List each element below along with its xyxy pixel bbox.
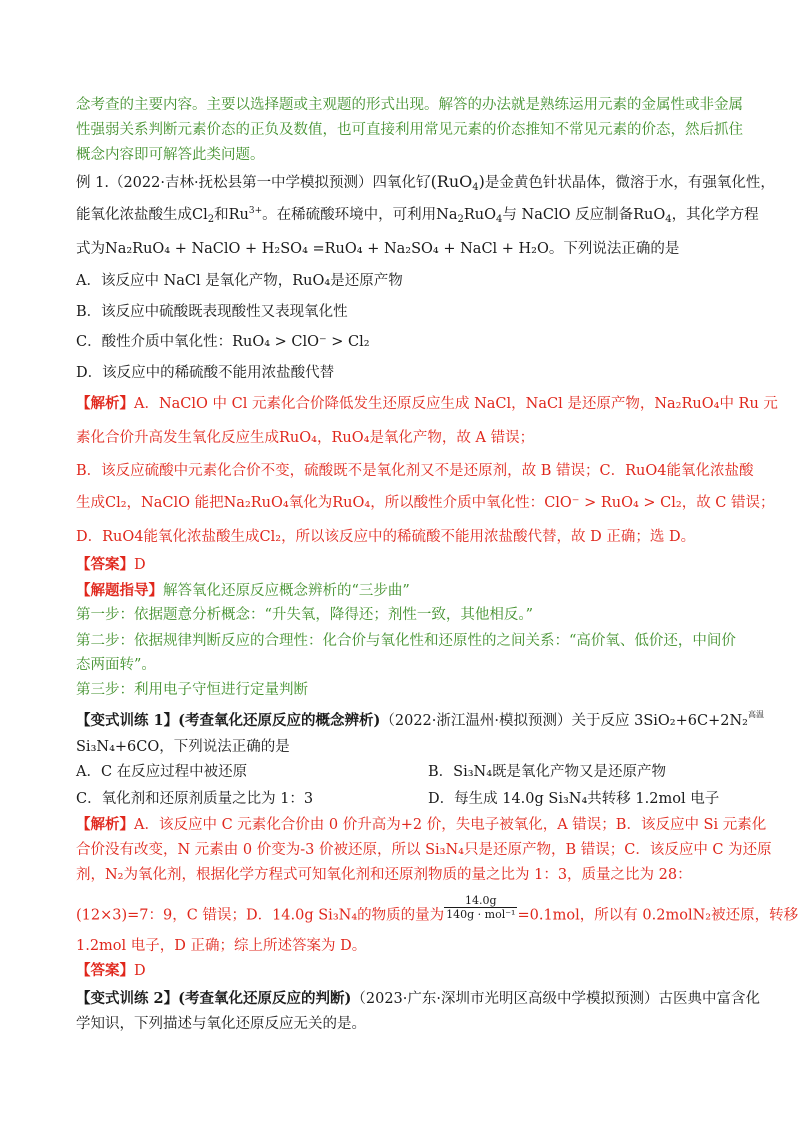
variant1-option-c: C．氧化剂和还原剂质量之比为 1：3 [76, 791, 314, 807]
guide-step-1: 第一步：依据题意分析概念：“升失氧，降得还；剂性一致，其他相反。” [76, 607, 534, 623]
variant1-answer: 【答案】D [76, 962, 146, 979]
example1-line-1: 例 1.（2022·吉林·抚松县第一中学模拟预测）四氧化钌(RuO$_4$)是金黄色针状晶体，微溶于水，有强氧化性， [76, 172, 775, 193]
guide-step-2a: 第二步：依据规律判断反应的合理性：化合价与氧化性和还原性的之间关系：“高价氧、低价还，中间价 [76, 633, 736, 649]
analysis1-line-3: B．该反应硫酸中元素化合价不变，硫酸既不是氧化剂又不是还原剂，故 B 错误；C．RuO4能氧化浓盐酸 [76, 463, 754, 479]
variant1-analysis-line-3: 剂，N₂为氧化剂，根据化学方程式可知氧化剂和还原剂物质的量之比为 1：3，质量之比为 28： [76, 867, 692, 883]
guide-heading: 【解题指导】解答氧化还原反应概念辨析的“三步曲” [76, 582, 410, 599]
analysis1-line-2: 素化合价升高发生氧化反应生成RuO₄，RuO₄是氧化产物，故 A 错误； [76, 430, 535, 446]
variant2-heading: 【变式训练 2】(考查氧化还原反应的判断)（2023·广东·深圳市光明区高级中学模拟预测）古医典中富含化 [76, 990, 760, 1007]
variant1-analysis-line-4: (12×3)=7：9，C 错误；D．14.0g Si₃N₄的物质的量为 $\frac{14.0g}{\text{140g · mol⁻¹}}$ =0.1mol，所以有 0.2molN₂被还原，转移 [76, 894, 799, 924]
variant1-heading: 【变式训练 1】(考查氧化还原反应的概念辨析)（2022·浙江温州·模拟预测）关于反应 3SiO₂+6C+2N₂高温 [76, 710, 764, 729]
example1-option-d: D．该反应中的稀硫酸不能用浓盐酸代替 [76, 365, 335, 381]
example1-line-2: 能氧化浓盐酸生成$Cl_2$和$Ru^{3+}$。在稀硫酸环境中，可利用$Na_2RuO_4$与 NaClO 反应制备RuO$_4$，其化学方程 [76, 206, 759, 225]
example1-line-3: 式为Na₂RuO₄ + NaClO + H₂SO₄ =RuO₄ + Na₂SO₄ + NaCl + H₂O。下列说法正确的是 [76, 241, 680, 257]
variant1-options-cd [76, 790, 740, 808]
variant1-option-b: B．Si₃N₄既是氧化产物又是还原产物 [428, 764, 667, 780]
variant1-analysis-line-2: 合价没有改变，N 元素由 0 价变为-3 价被还原，所以 Si₃N₄只是还原产物，B 错误；C．该反应中 C 为还原 [76, 842, 772, 858]
intro-line-3: 概念内容即可解答此类问题。 [76, 147, 265, 163]
variant1-analysis-line-1: 【解析】A．该反应中 C 元素化合价由 0 价升高为+2 价，失电子被氧化，A 错误；B．该反应中 Si 元素化 [76, 816, 767, 833]
variant1-options-ab [76, 763, 740, 781]
variant1-option-d: D．每生成 14.0g Si₃N₄共转移 1.2mol 电子 [428, 791, 720, 807]
intro-line-1: 念考查的主要内容。主要以选择题或主观题的形式出现。解答的办法就是熟练运用元素的金属性或非金属 [76, 97, 743, 113]
variant1-option-a: A．C 在反应过程中被还原 [76, 764, 248, 780]
guide-step-3: 第三步：利用电子守恒进行定量判断 [76, 682, 308, 698]
analysis1-line-4: 生成Cl₂，NaClO 能把Na₂RuO₄氧化为RuO₄，所以酸性介质中氧化性：ClO⁻ > RuO₄ > Cl₂，故 C 错误； [76, 495, 775, 511]
example1-option-c: C．酸性介质中氧化性：RuO₄ > ClO⁻ > Cl₂ [76, 334, 370, 350]
variant2-line-2: 学知识，下列描述与氧化还原反应无关的是。 [76, 1016, 366, 1032]
analysis1-line-5: D．RuO4能氧化浓盐酸生成Cl₂，所以该反应中的稀硫酸不能用浓盐酸代替，故 D 正确；选 D。 [76, 529, 696, 545]
example1-option-b: B．该反应中硫酸既表现酸性又表现氧化性 [76, 304, 348, 320]
analysis-tag: 【解析】 [76, 395, 134, 412]
variant1-analysis-line-5: 1.2mol 电子，D 正确；综上所述答案为 D。 [76, 938, 367, 954]
reaction-arrow: 高温 [747, 710, 764, 719]
answer1: 【答案】D [76, 556, 146, 573]
mole-fraction: $\frac{14.0g}{\text{140g · mol⁻¹}}$ [446, 894, 516, 922]
intro-line-2: 性强弱关系判断元素价态的正负及数值，也可直接利用常见元素的价态推知不常见元素的价态，然后抓住 [76, 122, 743, 138]
guide-step-2b: 态两面转”。 [76, 657, 156, 673]
analysis1-line-1: 【解析】A．NaClO 中 Cl 元素化合价降低发生还原反应生成 NaCl，NaCl 是还原产物，Na₂RuO₄中 Ru 元 [76, 395, 778, 412]
example1-option-a: A．该反应中 NaCl 是氧化产物，RuO₄是还原产物 [76, 273, 403, 289]
equation: Na₂RuO₄ + NaClO + H₂SO₄ =RuO₄ + Na₂SO₄ + NaCl + H₂O [105, 241, 549, 257]
variant1-line-2: Si₃N₄+6CO，下列说法正确的是 [76, 739, 290, 755]
